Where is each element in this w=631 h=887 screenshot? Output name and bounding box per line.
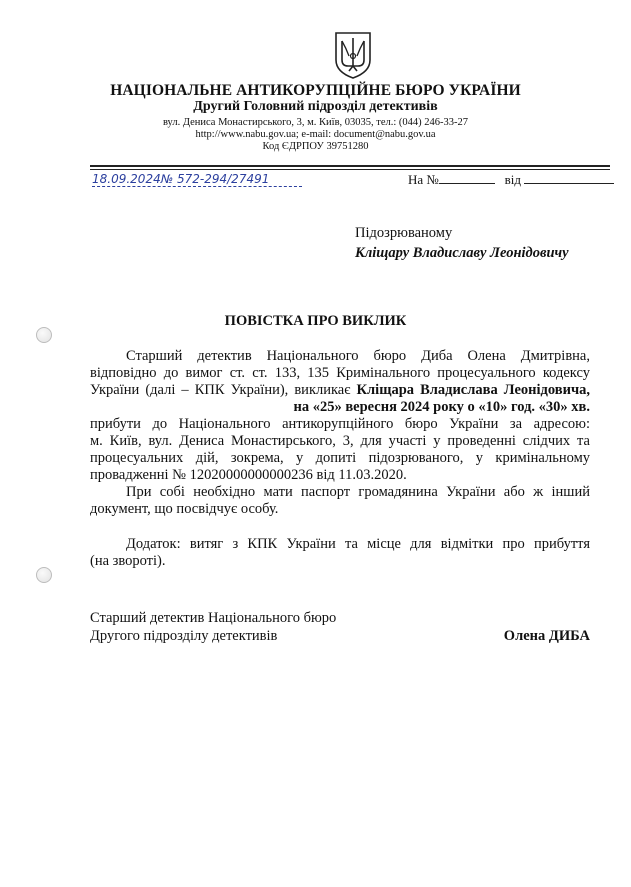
signer-name: Олена ДИБА — [503, 628, 590, 644]
body-p1-line6: м. Київ, вул. Дениса Монастирського, 3, для участі у проведенні слідчих та — [90, 433, 590, 449]
from-date-label: від — [504, 172, 521, 187]
header-rule-thick — [90, 165, 610, 167]
punch-hole-top — [36, 327, 52, 343]
signer-position-line2: Другого підрозділу детективів — [90, 628, 278, 644]
attachment-line1: Додаток: витяг з КПК України та місце для відмітки про прибуття — [126, 536, 590, 552]
body-p1-line5: прибути до Національного антикорупційного бюро України за адресою: — [90, 416, 590, 432]
document-title: ПОВІСТКА ПРО ВИКЛИК — [224, 313, 407, 329]
coat-of-arms-icon — [333, 30, 373, 80]
outgoing-number-handwritten: 18.09.2024№ 572-294/27491 — [92, 172, 302, 187]
web-email-line: http://www.nabu.gov.ua; e-mail: document@nabu.gov.ua — [195, 129, 436, 140]
body-p1-line1: Старший детектив Національного бюро Диба Олена Дмитрівна, — [126, 348, 590, 364]
incoming-number-label: На № — [408, 172, 439, 187]
body-p1-line3 — [90, 382, 590, 400]
attachment-line2: (на звороті). — [90, 553, 166, 569]
addressee-name: Кліщару Владиславу Леонідовичу — [355, 245, 569, 261]
subdivision-name: Другий Головний підрозділ детективів — [193, 99, 438, 114]
header-rule-thin — [90, 169, 610, 170]
appointment-datetime: на «25» вересня 2024 року о «10» год. «30» хв. — [293, 399, 590, 415]
body-p1-line7: процесуальних дій, зокрема, у допиті підозрюваного, у кримінальному — [90, 450, 590, 466]
edrpou-line: Код ЄДРПОУ 39751280 — [262, 141, 369, 152]
body-p1-line8: провадженні № 12020000000000236 від 11.03.2020. — [90, 467, 407, 483]
incoming-number-field — [408, 171, 614, 188]
addressee-role: Підозрюваному — [355, 225, 453, 241]
body-p1-line3-text: України (далі – КПК України), викликає — [90, 382, 357, 398]
summoned-person-name: Кліщара Владислава Леонідовича, — [356, 382, 590, 398]
body-p2-line1: При собі необхідно мати паспорт громадянина України або ж інший — [126, 484, 590, 500]
organization-name: НАЦІОНАЛЬНЕ АНТИКОРУПЦІЙНЕ БЮРО УКРАЇНИ — [110, 82, 521, 99]
address-line: вул. Дениса Монастирського, 3, м. Київ, 03035, тел.: (044) 246-33-27 — [162, 117, 469, 128]
body-p2-line2: документ, що посвідчує особу. — [90, 501, 279, 517]
signer-position-line1: Старший детектив Національного бюро — [90, 610, 337, 626]
body-p1-line2: відповідно до вимог ст. ст. 133, 135 Кримінального процесуального кодексу — [90, 365, 590, 381]
punch-hole-bottom — [36, 567, 52, 583]
